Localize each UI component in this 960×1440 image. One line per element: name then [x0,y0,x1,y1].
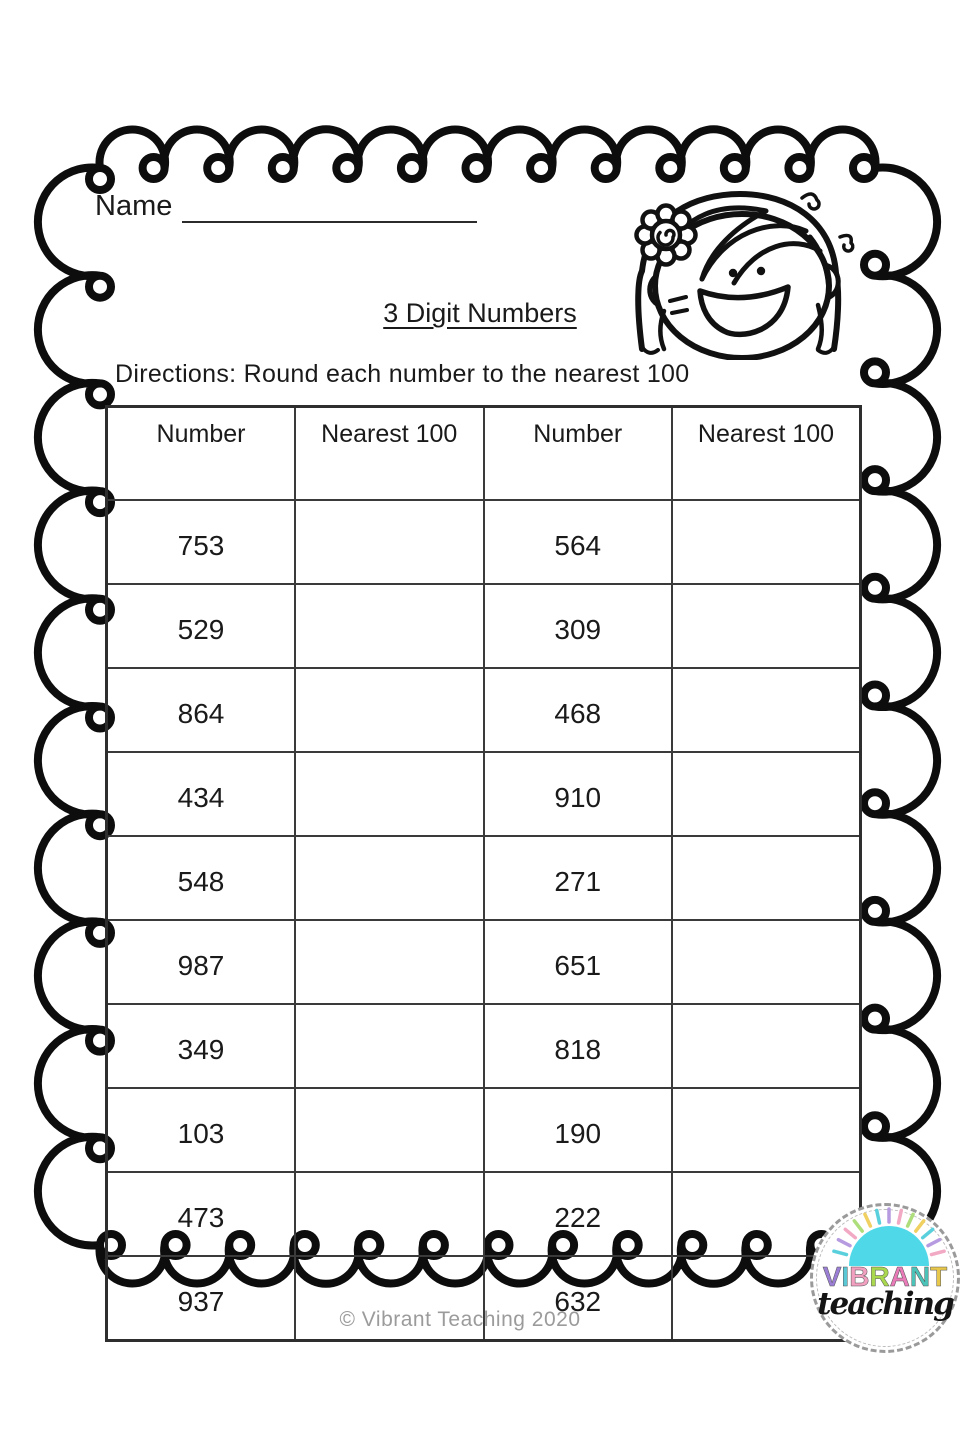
answer-cell[interactable] [295,1088,484,1172]
vibrant-teaching-logo [810,1203,960,1353]
name-row [95,190,477,223]
answer-cell[interactable] [295,668,484,752]
table-row [107,836,861,920]
table-row [107,500,861,584]
answer-cell[interactable] [295,920,484,1004]
number-cell: 468 [484,668,673,752]
answer-cell[interactable] [672,1088,861,1172]
header-number-1: Number [107,407,296,501]
answer-cell[interactable] [672,752,861,836]
number-cell: 473 [107,1172,296,1256]
directions-text: Directions: Round each number to the nearest 100 [115,360,690,388]
number-cell: 651 [484,920,673,1004]
number-cell: 987 [107,920,296,1004]
rounding-table [105,405,862,1342]
girl-face-clipart [612,183,862,360]
name-label: Name [95,190,173,222]
answer-cell[interactable] [672,668,861,752]
number-cell: 529 [107,584,296,668]
number-cell: 753 [107,500,296,584]
answer-cell[interactable] [295,1004,484,1088]
answer-cell[interactable] [672,584,861,668]
flower-icon [637,206,696,265]
logo-word-vibrant: VIBRANT [822,1261,948,1292]
copyright-text: © Vibrant Teaching 2020 [339,1308,581,1331]
answer-cell[interactable] [672,1004,861,1088]
number-cell: 864 [107,668,296,752]
answer-cell[interactable] [295,1172,484,1256]
number-cell: 222 [484,1172,673,1256]
page-title: 3 Digit Numbers [383,298,577,328]
number-cell: 434 [107,752,296,836]
answer-cell[interactable] [672,836,861,920]
header-number-2: Number [484,407,673,501]
number-cell: 632 [484,1256,673,1341]
number-cell: 937 [107,1256,296,1341]
table-header-row [107,407,861,501]
answer-cell[interactable] [295,584,484,668]
table-row [107,1004,861,1088]
number-cell: 548 [107,836,296,920]
answer-cell[interactable] [672,920,861,1004]
table-row [107,1172,861,1256]
table-row [107,920,861,1004]
number-cell: 103 [107,1088,296,1172]
table-row [107,1088,861,1172]
number-cell: 818 [484,1004,673,1088]
answer-cell[interactable] [295,836,484,920]
name-blank-line[interactable] [182,191,477,223]
answer-cell[interactable] [295,752,484,836]
table-row [107,584,861,668]
answer-cell[interactable] [295,500,484,584]
table-row [107,668,861,752]
header-nearest-2: Nearest 100 [672,407,861,501]
number-cell: 910 [484,752,673,836]
answer-cell[interactable] [672,500,861,584]
number-cell: 190 [484,1088,673,1172]
number-cell: 349 [107,1004,296,1088]
header-nearest-1: Nearest 100 [295,407,484,501]
table-row [107,752,861,836]
number-cell: 309 [484,584,673,668]
number-cell: 564 [484,500,673,584]
logo-word-teaching: teaching [817,1286,953,1322]
number-cell: 271 [484,836,673,920]
